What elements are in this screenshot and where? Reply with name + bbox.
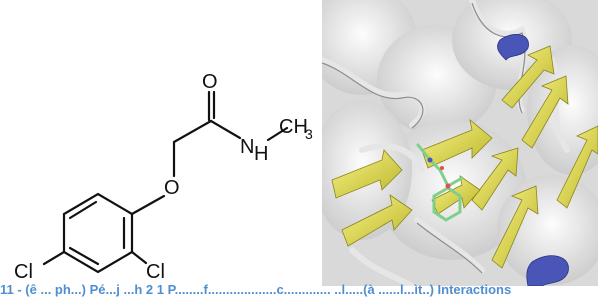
atom-methyl: CH — [279, 116, 308, 138]
atom-methyl-subscript: 3 — [305, 126, 313, 142]
atom-nitrogen: N — [240, 136, 255, 158]
figure-caption: 11 - (ê ... ph...) Pé...j ...h 2 1 P........f...................c............. ..l.....(à ......l...ìt..) Interactions — [0, 282, 512, 297]
atom-chlorine-2: Cl — [146, 261, 165, 283]
atom-oxygen-carbonyl: O — [202, 71, 218, 93]
atom-hydrogen: H — [254, 143, 269, 165]
atom-oxygen-ether: O — [164, 177, 180, 199]
protein-structure-render — [322, 0, 598, 286]
protein-ribbon-image — [322, 0, 598, 286]
atom-chlorine-1: Cl — [14, 261, 33, 283]
